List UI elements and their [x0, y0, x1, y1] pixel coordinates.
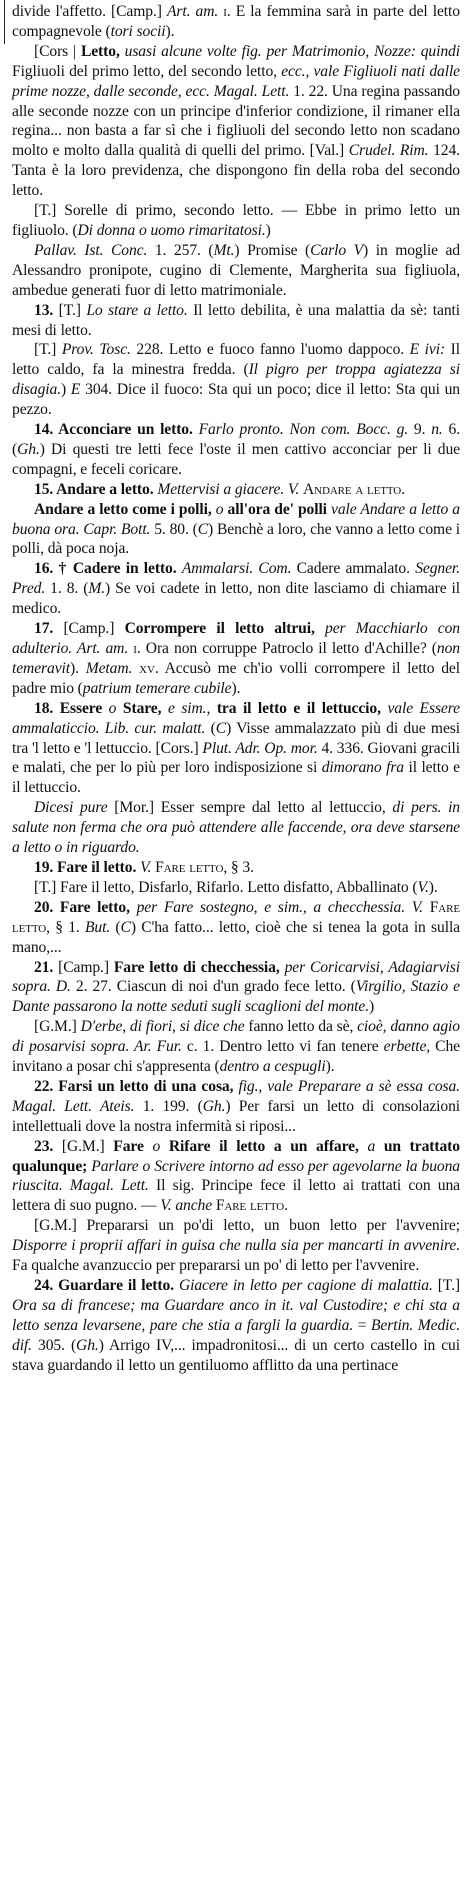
entry-paragraph	[12, 1077, 460, 1137]
text-segment: E la femmina sarà in parte del letto compagnevole (	[12, 3, 460, 40]
text-segment: Virgilio, Stazio e Dante passarono la notte seduti sugli scaglioni del monte.	[12, 978, 461, 1016]
text-segment: ) Per farsi un letto di consolazioni intellettuali dove la nostra infermità si riposi...	[12, 1097, 461, 1135]
text-segment: Ora non corruppe Patroclo il letto d'Achille? (	[140, 640, 437, 657]
text-segment: Art. am.	[166, 3, 219, 20]
text-segment: § 3.	[227, 858, 254, 876]
text-segment: [Cors |	[34, 42, 81, 60]
text-segment: Figliuoli del primo letto, del secondo letto,	[12, 62, 282, 80]
text-segment: 228. Letto e fuoco fanno l'uomo dappoco.	[130, 341, 410, 359]
entry-paragraph	[12, 559, 460, 619]
text-segment: Il letto debilita, è una malattia da sè: tanti mesi di letto.	[12, 301, 460, 339]
text-segment: patrium temerare cubile	[82, 679, 232, 697]
entry-paragraph	[12, 619, 460, 699]
text-segment: Andare a letto.	[302, 480, 405, 498]
text-segment: usasi alcune volte fig. per Matrimonio, Nozze: quindi	[124, 42, 460, 60]
text-segment: [G.M.]	[53, 1137, 114, 1155]
text-segment: (	[205, 719, 216, 737]
text-segment: tra il letto e il lettuccio,	[216, 699, 381, 717]
text-segment: Carlo V	[310, 241, 364, 259]
text-segment: Fare letto.	[215, 1197, 288, 1215]
entry-paragraph	[12, 201, 460, 241]
text-segment: 21.	[34, 958, 54, 976]
text-segment: tori socii	[110, 22, 166, 40]
text-segment: o	[215, 500, 224, 518]
text-segment: Gh.	[17, 440, 40, 458]
text-segment: Fare	[113, 1137, 144, 1155]
text-segment: [T.]	[58, 301, 87, 319]
entry-paragraph	[12, 898, 460, 958]
text-segment: Giacere in letto per cagione di malattia.	[178, 1277, 433, 1294]
entry-paragraph	[12, 878, 460, 898]
text-segment: Accusò me ch'io volli corrompere il letto del padre mio (	[12, 659, 460, 697]
text-segment: ) Se voi cadete in letto, non dite lasciamo di chiamare il medico.	[12, 580, 461, 618]
text-segment: 1. 22. Una regina passando alle seconde nozze con un principe d'inferior condizione, il rimaner ella regina... non basta a far sì che i figliuoli del secondo letto non scadano molto e molto dalla qualità di quelli del primo. [Val.]	[12, 82, 460, 160]
text-segment: (	[110, 918, 121, 936]
text-segment: Ammalarsi. Com.	[181, 560, 292, 578]
text-segment: V.	[140, 858, 152, 876]
text-segment: Segner. Pred.	[12, 560, 460, 598]
text-segment: xv.	[139, 659, 159, 677]
text-segment: )	[265, 221, 271, 239]
text-segment: 24. Guardare il letto.	[34, 1277, 174, 1294]
text-segment: Che invitano a posar chi s'appresenta (	[12, 1038, 460, 1076]
text-segment: dimorano fra	[321, 759, 404, 777]
text-segment: per Coricarvisi, Adagiarvisi sopra. D.	[12, 958, 460, 996]
text-segment: Stare,	[122, 699, 162, 717]
text-segment	[315, 620, 325, 637]
text-segment: Gh.	[202, 1097, 226, 1115]
text-segment: Parlare o Scrivere intorno ad esso per agevolarne la buona riuscita. Magal. Lett.	[12, 1157, 460, 1195]
text-segment: E ivi:	[409, 341, 446, 359]
text-segment: ).	[231, 679, 241, 697]
text-segment: i.	[133, 640, 141, 657]
text-segment: [T.] Sorelle di primo, secondo letto. — Ebbe in primo letto un figliuolo. (	[12, 202, 460, 239]
text-segment	[423, 899, 430, 916]
text-segment: [G.M.]	[34, 1018, 81, 1036]
text-segment: 20. Fare letto,	[34, 898, 130, 916]
text-segment: 14. Acconciare un letto.	[34, 421, 193, 439]
text-segment: fig., vale Preparare a sè essa cosa. Magal. Lett. Ateis.	[12, 1077, 460, 1115]
text-segment: ) Arrigo IV,... impadronitosi... di un certo castello in cui stava guardando il letto un gentiluomo afflitto da una pertinace	[12, 1336, 460, 1374]
text-segment: )	[369, 998, 375, 1016]
text-segment: dentro a cespugli	[219, 1058, 326, 1076]
text-segment: Lo stare a letto.	[86, 301, 188, 319]
entry-paragraph	[12, 958, 460, 1018]
text-segment: non temeravit	[12, 640, 460, 677]
text-segment: )	[61, 381, 71, 399]
text-segment: ).	[428, 878, 438, 896]
text-segment: Disporre i proprii affari in guisa che nulla sia per mancarti in avvenire.	[12, 1237, 460, 1255]
entry-paragraph	[12, 500, 460, 560]
entry-paragraph	[12, 241, 460, 301]
text-segment: ).	[165, 22, 175, 40]
text-segment: ).	[70, 659, 86, 677]
text-segment: Mettervisi a giacere. V.	[157, 480, 300, 498]
text-segment: Fare letto di checchessia,	[113, 958, 280, 976]
text-segment: ) Di questi tre letti fece l'oste il men cattivo acconciar per li due compagni, e feceli coricare.	[12, 440, 460, 478]
text-segment: Corrompere il letto altrui,	[124, 620, 315, 638]
text-segment: V. anche	[160, 1197, 213, 1215]
text-segment: 9.	[408, 421, 432, 439]
text-segment: 18. Essere	[34, 699, 103, 717]
text-segment: vale Essere ammalaticcio. Lib. cur. malatt.	[12, 699, 460, 737]
entry-paragraph	[12, 420, 460, 480]
text-segment: Fare letto,	[155, 858, 228, 876]
text-segment: Gh.	[76, 1336, 99, 1354]
text-segment: 304. Dice il fuoco: Sta qui un poco; dice il letto: Sta qui un pezzo.	[12, 381, 460, 419]
entry-paragraph	[12, 1137, 460, 1217]
text-segment: all'ora de' polli	[227, 500, 327, 518]
text-segment: 1. 199. (	[134, 1097, 203, 1115]
text-segment: =	[353, 1316, 371, 1334]
text-segment: C	[197, 520, 209, 538]
text-segment: D'erbe, di fiori, si dice che	[80, 1018, 245, 1036]
text-segment: e sim.,	[167, 699, 211, 717]
text-segment: 16. † Cadere in letto.	[34, 560, 177, 578]
text-segment: [Mor.] Esser sempre dal letto al lettuccio,	[107, 799, 393, 817]
text-segment: 15. Andare a letto.	[34, 480, 154, 498]
text-segment: § 1.	[49, 918, 85, 936]
text-segment: 17.	[34, 620, 54, 638]
text-segment: 2. 27. Ciascun di noi d'un grado fece letto. (	[70, 978, 356, 996]
entry-paragraph	[12, 858, 460, 878]
text-segment: ) Promise (	[234, 241, 311, 259]
text-segment: i.	[223, 3, 231, 20]
text-segment: M.	[88, 580, 106, 598]
text-segment: Rifare il letto a un affare,	[168, 1137, 359, 1155]
entry-paragraph	[12, 1216, 460, 1276]
text-segment: n.	[431, 421, 443, 439]
text-segment: 19. Fare il letto.	[34, 858, 137, 876]
text-segment: 1. 257. (	[147, 241, 214, 259]
entry-paragraph	[12, 42, 460, 201]
text-segment: Mt.	[213, 241, 235, 259]
entry-paragraph	[12, 2, 460, 42]
entry-paragraph	[12, 480, 460, 500]
text-segment: di pers. in salute non ferma che ora può attendere alle faccende, ora deve starsene a letto o in riguardo.	[12, 799, 460, 857]
text-segment: o	[152, 1137, 161, 1155]
text-segment: ecc., vale Figliuoli nati dalle prime nozze, dalle seconde, ecc. Magal. Lett.	[12, 62, 460, 100]
text-segment: Il sig. Principe fece il letto ai trattati con una lettera di suo pugno. —	[12, 1177, 460, 1215]
text-segment: Pallav. Ist. Conc.	[34, 241, 148, 259]
text-segment: un trattato qualunque;	[12, 1137, 460, 1175]
text-segment: ) Visse ammalazzato più di due mesi tra 'l letto e 'l lettuccio. [Cors.]	[12, 719, 460, 757]
text-segment: V.	[417, 878, 429, 896]
text-segment: 6. (	[12, 421, 461, 458]
text-segment: C	[120, 918, 131, 936]
text-segment: ) in moglie ad Alessandro pronipote, cugino di Clemente, Margherita sua figliuola, ambedue generati fuor di letto matrimoniale.	[12, 241, 461, 299]
text-segment	[375, 1138, 384, 1155]
text-segment: erbette,	[383, 1038, 431, 1056]
text-segment: Dicesi pure	[34, 799, 108, 817]
text-segment: 5. 80. (	[150, 520, 198, 538]
text-segment: cioè, danno agio di posarvisi sopra. Ar. Fur.	[12, 1018, 460, 1056]
text-segment: [T.] Fare il letto, Disfarlo, Rifarlo. Letto disfatto, Abballinato (	[34, 878, 418, 896]
text-segment: Metam.	[85, 659, 133, 677]
entry-paragraph	[12, 798, 460, 858]
text-segment: [G.M.] Prepararsi un po'di letto, un buon letto per l'avvenire;	[34, 1217, 460, 1235]
text-segment: 23.	[34, 1137, 54, 1155]
text-segment: Il pigro per troppa agiatezza si disagia.	[12, 361, 460, 399]
text-segment	[160, 1138, 169, 1155]
text-segment: Fare letto,	[12, 898, 460, 936]
text-segment: Plut. Adr. Op. mor.	[202, 739, 318, 757]
text-segment: c. 1. Dentro letto vi fan tenere	[181, 1038, 384, 1056]
text-segment: 4. 336. Giovani gracili e malati, che per lo più per loro indisposizione si	[12, 739, 460, 777]
text-segment: 305. (	[31, 1336, 77, 1354]
text-segment: Ora sa di francese; ma Guardare anco in it. val Custodire; e chi sta a letto senza levarsene, pare che stia a fargli la guardia.	[12, 1296, 460, 1334]
text-segment: divide l'affetto. [Camp.]	[12, 3, 167, 20]
text-segment: ) C'ha fatto... letto, cioè che si tenea la gota in sulla mano,...	[12, 918, 460, 956]
text-segment: vale Andare a letto a buona ora. Capr. Bott.	[12, 500, 460, 538]
text-segment: il letto e il lettuccio.	[12, 759, 460, 797]
text-segment: Letto,	[80, 42, 120, 60]
text-segment: Fa qualche avanzuccio per prepararsi un po' di letto per l'avvenire.	[12, 1257, 420, 1275]
text-segment: [Camp.]	[53, 958, 114, 976]
text-segment: per Macchiarlo con adulterio. Art. am.	[12, 620, 460, 657]
text-segment: Crudel. Rim.	[348, 142, 429, 160]
text-segment: Di donna o uomo rimaritatosi.	[77, 221, 266, 239]
text-segment: 124. Tanta è la loro previdenza, che dispongono fin della roba del secondo letto.	[12, 142, 460, 200]
text-segment: 13.	[34, 301, 59, 319]
text-segment: 1. 8. (	[45, 580, 89, 598]
text-segment: Prov. Tosc.	[61, 341, 131, 359]
margin-rule	[4, 0, 5, 44]
entry-paragraph	[12, 301, 460, 341]
text-segment: o	[108, 699, 117, 717]
text-segment: Andare a letto come i polli,	[34, 500, 212, 518]
entry-paragraph	[12, 1017, 460, 1077]
dictionary-entries	[12, 2, 460, 1376]
text-segment: E	[70, 381, 81, 399]
text-segment: Cadere ammalato.	[291, 560, 416, 578]
text-segment: Farlo pronto. Non com. Bocc. g.	[198, 421, 409, 439]
text-segment: 22. Farsi un letto di una cosa,	[34, 1077, 234, 1095]
text-segment: ).	[325, 1058, 335, 1076]
entry-paragraph	[12, 340, 460, 420]
text-segment: per Fare sostegno, e sim., a checchessia. V.	[136, 898, 423, 916]
text-segment: [Camp.]	[53, 620, 125, 638]
text-segment: [T.]	[432, 1277, 460, 1294]
text-segment: fanno letto da sè,	[244, 1018, 358, 1036]
text-segment: Bertin. Medic. dif.	[12, 1316, 460, 1354]
entry-paragraph	[12, 699, 460, 799]
text-segment: [T.]	[34, 341, 62, 359]
entry-paragraph	[12, 1276, 460, 1376]
text-segment: Il letto caldo, fa la minestra fredda. (	[12, 341, 460, 379]
text-segment: C	[215, 719, 227, 737]
text-segment: ) Benchè a loro, che vanno a letto come i polli, dà poca noja.	[12, 520, 460, 558]
text-segment	[130, 899, 137, 916]
text-segment: But.	[84, 918, 111, 936]
text-segment: a	[367, 1137, 376, 1155]
